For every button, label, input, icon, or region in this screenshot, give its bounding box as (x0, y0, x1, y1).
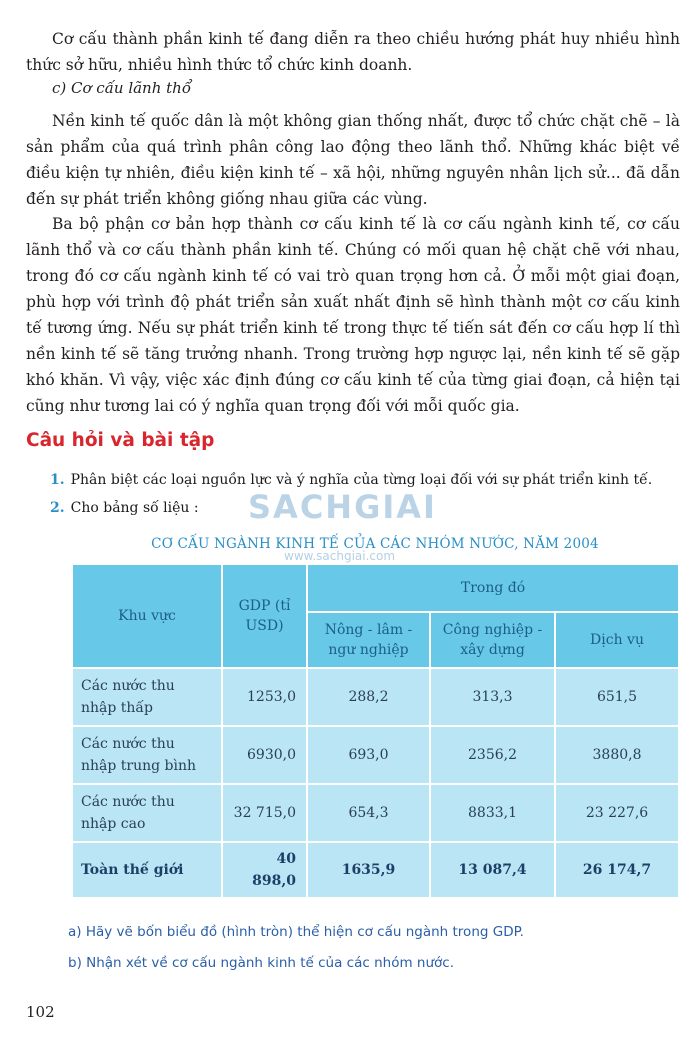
question-text: Cho bảng số liệu : (70, 500, 199, 516)
header-group: Trong đó (307, 564, 679, 612)
question-number: 2. (50, 500, 65, 516)
section-heading-questions: Câu hỏi và bài tập (26, 430, 215, 451)
watermark-url: www.sachgiai.com (284, 549, 396, 563)
cell-service: 651,5 (555, 668, 679, 726)
cell-service: 3880,8 (555, 726, 679, 784)
cell-region: Toàn thế giới (72, 842, 222, 898)
header-gdp: GDP (tỉ USD) (222, 564, 307, 668)
paragraph-economic-sectors: Cơ cấu thành phần kinh tế đang diễn ra theo chiều hướng phát huy nhiều hình thức sở hữu, nhiều hình thức tổ chức kinh doanh. (26, 30, 680, 74)
paragraph-territorial-structure: Nền kinh tế quốc dân là một không gian thống nhất, được tổ chức chặt chẽ – là sản phẩm của quá trình phân công lao động theo lãnh thổ. Những khác biệt về điều kiện tự nhiên, điều kiện kinh tế – xã hội, những nguyên nhân lịch sử... đã dẫn đến sự phát triển không giống nhau giữa các vùng. (26, 112, 680, 208)
cell-region: Các nước thu nhập cao (72, 784, 222, 842)
table-row (72, 726, 679, 784)
data-table (71, 563, 680, 899)
cell-region: Các nước thu nhập trung bình (72, 726, 222, 784)
cell-service: 23 227,6 (555, 784, 679, 842)
cell-gdp: 40 898,0 (222, 842, 307, 898)
header-region: Khu vực (72, 564, 222, 668)
cell-industry: 8833,1 (430, 784, 555, 842)
table-header-row (72, 564, 679, 612)
cell-industry: 2356,2 (430, 726, 555, 784)
table-title: CƠ CẤU NGÀNH KINH TẾ CỦA CÁC NHÓM NƯỚC, NĂM 2004 (151, 536, 599, 552)
cell-gdp: 32 715,0 (222, 784, 307, 842)
cell-agriculture: 693,0 (307, 726, 430, 784)
table-row (72, 668, 679, 726)
cell-agriculture: 1635,9 (307, 842, 430, 898)
exercise-b: b) Nhận xét về cơ cấu ngành kinh tế của các nhóm nước. (68, 955, 454, 971)
question-2 (50, 497, 199, 519)
question-number: 1. (50, 472, 65, 488)
paragraph-economic-structure: Ba bộ phận cơ bản hợp thành cơ cấu kinh tế là cơ cấu ngành kinh tế, cơ cấu lãnh thổ và cơ cấu thành phần kinh tế. Chúng có mối quan hệ chặt chẽ với nhau, trong đó cơ cấu ngành kinh tế có vai trò quan trọng hơn cả. Ở mỗi một giai đoạn, phù hợp với trình độ phát triển sản xuất nhất định sẽ hình thành một cơ cấu kinh tế tương ứng. Nếu sự phát triển kinh tế trong thực tế tiến sát đến cơ cấu hợp lí thì nền kinh tế sẽ tăng trưởng nhanh. Trong trường hợp ngược lại, nền kinh tế sẽ gặp khó khăn. Vì vậy, việc xác định đúng cơ cấu kinh tế của từng giai đoạn, cả hiện tại cũng như tương lai có ý nghĩa quan trọng đối với mỗi quốc gia. (26, 215, 680, 415)
cell-industry: 313,3 (430, 668, 555, 726)
cell-gdp: 6930,0 (222, 726, 307, 784)
cell-service: 26 174,7 (555, 842, 679, 898)
cell-agriculture: 654,3 (307, 784, 430, 842)
subheading-territorial-structure: c) Cơ cấu lãnh thổ (52, 79, 192, 97)
table-row (72, 784, 679, 842)
watermark-logo: SACHGIAI (248, 488, 437, 526)
exercise-a: a) Hãy vẽ bốn biểu đồ (hình tròn) thể hiện cơ cấu ngành trong GDP. (68, 924, 524, 940)
cell-industry: 13 087,4 (430, 842, 555, 898)
table-row-total (72, 842, 679, 898)
header-industry: Công nghiệp - xây dựng (430, 612, 555, 668)
cell-region: Các nước thu nhập thấp (72, 668, 222, 726)
header-service: Dịch vụ (555, 612, 679, 668)
cell-gdp: 1253,0 (222, 668, 307, 726)
header-agriculture: Nông - lâm - ngư nghiệp (307, 612, 430, 668)
cell-agriculture: 288,2 (307, 668, 430, 726)
page-number: 102 (26, 1003, 55, 1021)
question-text: Phân biệt các loại nguồn lực và ý nghĩa của từng loại đối với sự phát triển kinh tế. (70, 472, 653, 488)
